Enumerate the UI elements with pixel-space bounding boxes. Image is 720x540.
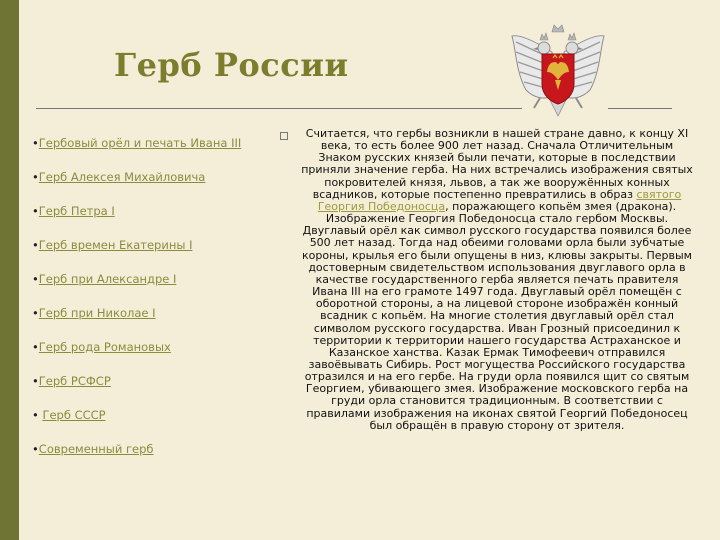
history-text-part2: , поражающего копьём змея (дракона). Изображение Георгия Победоносца стало гербом Москвы. Двуглавый орёл как символ русского государства появился более 500 лет назад. Тогда над обеими головами орла были зубчатые короны, крылья его были опущены в низ, клювы закрыты. Первым достоверным свидетельством использования двуглавого орла в качестве государственного герба является печать правителя Ивана III на его грамоте 1497 года. Двуглавый орёл помещён с оборотной стороны, а на лицевой стороне изображён конный всадник с копьём. На многие столетия двуглавый орёл стал символом русского государства. Иван Грозный присоединил к территории к территории нашего государства Астраханское и Казанское ханства. Казак Ермак Тимофеевич отправился завоёвывать Сибирь. Рост могущества Российского государства отразился и на его гербе. На груди орла появился щит со святым Георгием, убивающего змея. Изображение московского герба на груди орла становится традиционным. В соответствии с правилами изображения на иконах святой Георгий Победоносец был обращён в правую сторону от зрителя. [302, 199, 692, 432]
coat-of-arms-emblem [506, 20, 610, 118]
link-item-modern[interactable]: •Современный герб [32, 442, 154, 456]
link-item-ivan-iii[interactable]: •Гербовый орёл и печать Ивана III [32, 136, 242, 150]
link-item-alexei[interactable]: •Герб Алексея Михайловича [32, 170, 206, 184]
link-item-alexander-i[interactable]: •Герб при Александре I [32, 272, 177, 286]
square-bullet-icon [280, 132, 288, 140]
st-george-link[interactable]: святого Георгия Победоносца [317, 187, 682, 213]
title-underline [36, 108, 522, 109]
link-item-peter-i[interactable]: •Герб Петра I [32, 204, 115, 218]
shield-icon [542, 54, 574, 104]
link-item-rsfsr[interactable]: •Герб РСФСР [32, 374, 111, 388]
title-underline-right [608, 108, 672, 109]
history-paragraph [300, 128, 694, 432]
page-title: Герб России [114, 46, 349, 84]
left-accent-bar [0, 0, 19, 540]
link-item-nicholas-i[interactable]: •Герб при Николае I [32, 306, 156, 320]
link-item-catherine-i[interactable]: •Герб времен Екатерины I [32, 238, 193, 252]
link-item-ussr[interactable]: • Герб СССР [32, 408, 106, 422]
history-text-part1: Считается, что гербы возникли в нашей стране давно, к концу XI века, то есть более 900 лет назад. Сначала Отличительным Знаком русских князей были печати, которые в последствии приняли значение герба. На них встречались изображения святых покровителей князя, львов, а так же вооружённых конных всадников, которые постепенно превратились в образ [301, 127, 693, 201]
link-item-romanov[interactable]: •Герб рода Романовых [32, 340, 171, 354]
